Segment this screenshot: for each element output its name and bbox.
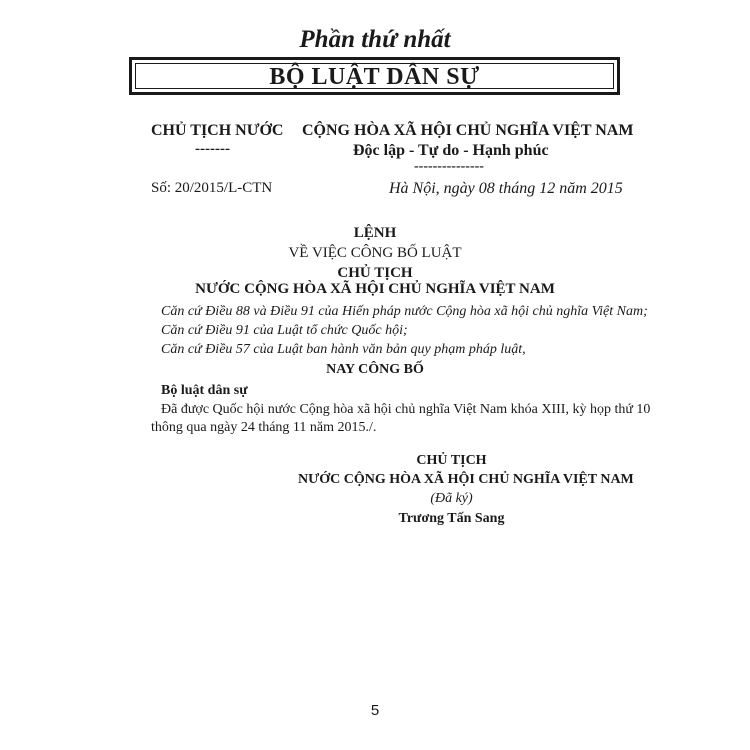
signatory-name: Trương Tấn Sang [398,511,505,526]
order-issuer: CHỦ TỊCH [337,265,413,281]
code-title-box [129,57,620,95]
issuing-authority: CHỦ TỊCH NƯỚC [151,122,284,139]
law-name: Bộ luật dân sự [161,383,248,398]
legal-basis-line: Căn cứ Điều 88 và Điều 91 của Hiến pháp nước Cộng hòa xã hội chủ nghĩa Việt Nam; [161,304,648,319]
body-line: Đã được Quốc hội nước Cộng hòa xã hội chủ nghĩa Việt Nam khóa XIII, kỳ họp thứ 10 [161,402,651,417]
order-subject: VỀ VIỆC CÔNG BỐ LUẬT [288,245,462,261]
legal-basis-line: Căn cứ Điều 57 của Luật ban hành văn bản quy phạm pháp luật, [161,342,526,357]
signature-title: CHỦ TỊCH [416,453,487,468]
body-line: thông qua ngày 24 tháng 11 năm 2015./. [151,420,377,435]
order-issuer-country: NƯỚC CỘNG HÒA XÃ HỘI CHỦ NGHĨA VIỆT NAM [195,281,555,297]
part-title: Phần thứ nhất [299,26,451,53]
country-name: CỘNG HÒA XÃ HỘI CHỦ NGHĨA VIỆT NAM [302,122,634,139]
document-number: Số: 20/2015/L-CTN [151,180,273,196]
signed-note: (Đã ký) [430,491,473,506]
proclamation: NAY CÔNG BỐ [326,362,424,377]
legal-basis-line: Căn cứ Điều 91 của Luật tổ chức Quốc hội; [161,323,408,338]
place-and-date: Hà Nội, ngày 08 tháng 12 năm 2015 [389,180,623,197]
page-number: 5 [370,702,380,719]
signature-country: NƯỚC CỘNG HÒA XÃ HỘI CHỦ NGHĨA VIỆT NAM [298,472,634,487]
order-title: LỆNH [353,225,397,241]
motto-divider: --------------- [414,159,484,174]
code-title: BỘ LUẬT DÂN SỰ [269,64,480,90]
authority-divider: ------- [195,141,230,157]
national-motto: Độc lập - Tự do - Hạnh phúc [353,142,549,159]
